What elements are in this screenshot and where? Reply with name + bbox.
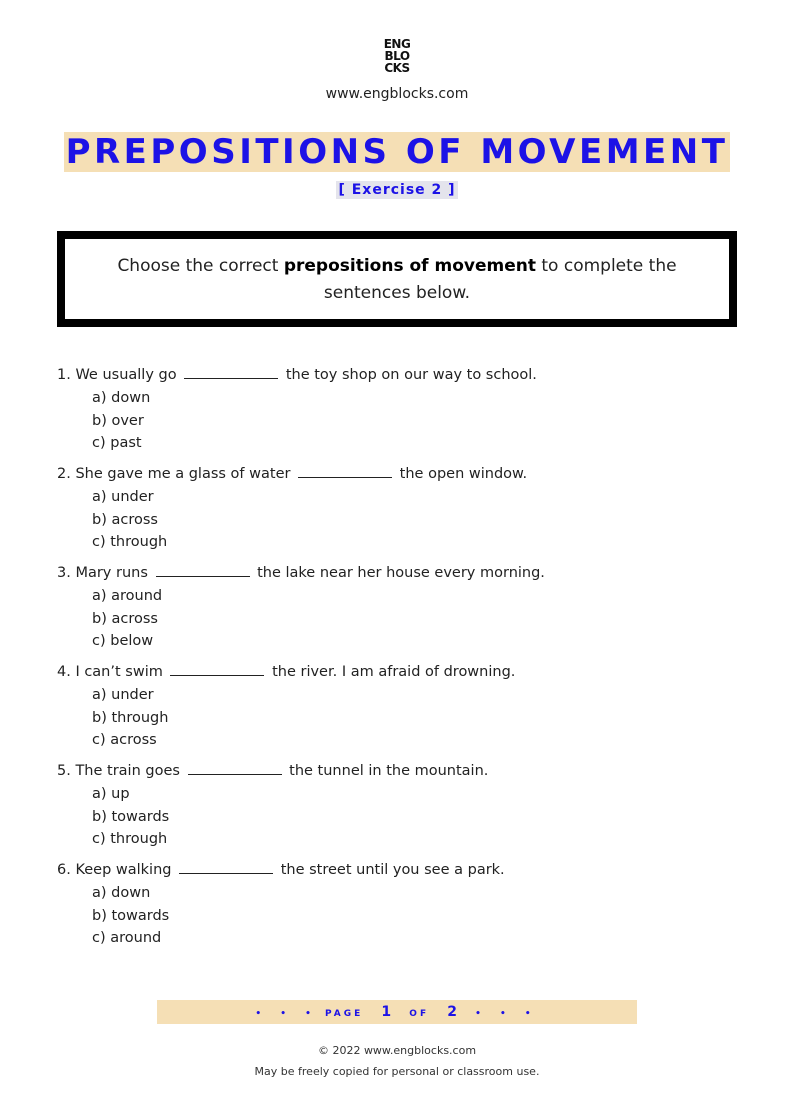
option-b: b) across — [92, 511, 158, 528]
question-text-end: the toy shop on our way to school. — [281, 367, 537, 383]
option-b: b) across — [92, 610, 158, 627]
option-c: c) below — [92, 633, 154, 649]
question-text-end: the street until you see a park. — [276, 862, 505, 878]
answer-blank — [184, 364, 278, 379]
question-item — [57, 859, 737, 958]
page-indicator — [157, 1000, 637, 1024]
exercise-label: [ Exercise 2 ] — [338, 182, 456, 198]
of-word: OF — [409, 1009, 430, 1019]
answer-blank — [298, 463, 392, 478]
logo-line: BLO — [384, 49, 410, 63]
option-c: c) through — [92, 831, 168, 847]
answer-blank — [188, 760, 282, 775]
question-text: 5. The train goes — [57, 763, 185, 779]
answer-blank — [156, 562, 250, 577]
answer-blank — [170, 661, 264, 676]
question-item — [57, 364, 737, 463]
option-a: a) up — [92, 786, 130, 802]
option-c: c) around — [92, 930, 162, 946]
question-item — [57, 562, 737, 661]
option-a: a) around — [92, 588, 163, 604]
question-text: 3. Mary runs — [57, 565, 153, 581]
page-total: 2 — [447, 1004, 457, 1020]
question-item — [57, 463, 737, 562]
instructions-text-end: to complete the sentences below. — [323, 256, 677, 303]
option-a: a) under — [92, 687, 154, 703]
option-a: a) down — [92, 885, 151, 901]
question-text: 2. She gave me a glass of water — [57, 466, 296, 482]
question-item — [57, 661, 737, 760]
option-c: c) across — [92, 732, 157, 748]
answer-blank — [179, 859, 273, 874]
question-text: 6. Keep walking — [57, 862, 177, 878]
page-number: 1 — [381, 1004, 392, 1020]
site-url[interactable]: www.engblocks.com — [325, 86, 469, 102]
option-b: b) through — [92, 709, 169, 726]
question-text-end: the open window. — [395, 466, 528, 482]
instructions-text: Choose the correct — [117, 256, 284, 276]
option-a: a) under — [92, 489, 154, 505]
engblocks-logo — [0, 38, 794, 74]
question-list — [57, 364, 737, 958]
option-b: b) towards — [92, 907, 170, 924]
option-b: b) over — [92, 412, 144, 429]
dots-right: • • • — [475, 1009, 539, 1019]
copyright-text: © 2022 www.engblocks.com — [317, 1044, 477, 1057]
logo-line: ENG — [383, 37, 411, 51]
usage-note: May be freely copied for personal or classroom use. — [254, 1065, 540, 1078]
question-text-end: the tunnel in the mountain. — [284, 763, 489, 779]
instructions-bold: prepositions of movement — [283, 256, 536, 276]
question-text-end: the river. I am afraid of drowning. — [267, 664, 516, 680]
instructions-box — [57, 231, 737, 327]
dots-left: • • • — [255, 1009, 319, 1019]
question-text-end: the lake near her house every morning. — [252, 565, 545, 581]
question-text: 1. We usually go — [57, 367, 182, 383]
page-word: PAGE — [324, 1009, 364, 1019]
option-b: b) towards — [92, 808, 170, 825]
question-item — [57, 760, 737, 859]
option-c: c) through — [92, 534, 168, 550]
option-c: c) past — [92, 435, 142, 451]
logo-line: CKS — [384, 61, 410, 75]
question-text: 4. I can’t swim — [57, 664, 168, 680]
option-a: a) down — [92, 390, 151, 406]
page-title: PREPOSITIONS OF MOVEMENT — [65, 132, 729, 172]
